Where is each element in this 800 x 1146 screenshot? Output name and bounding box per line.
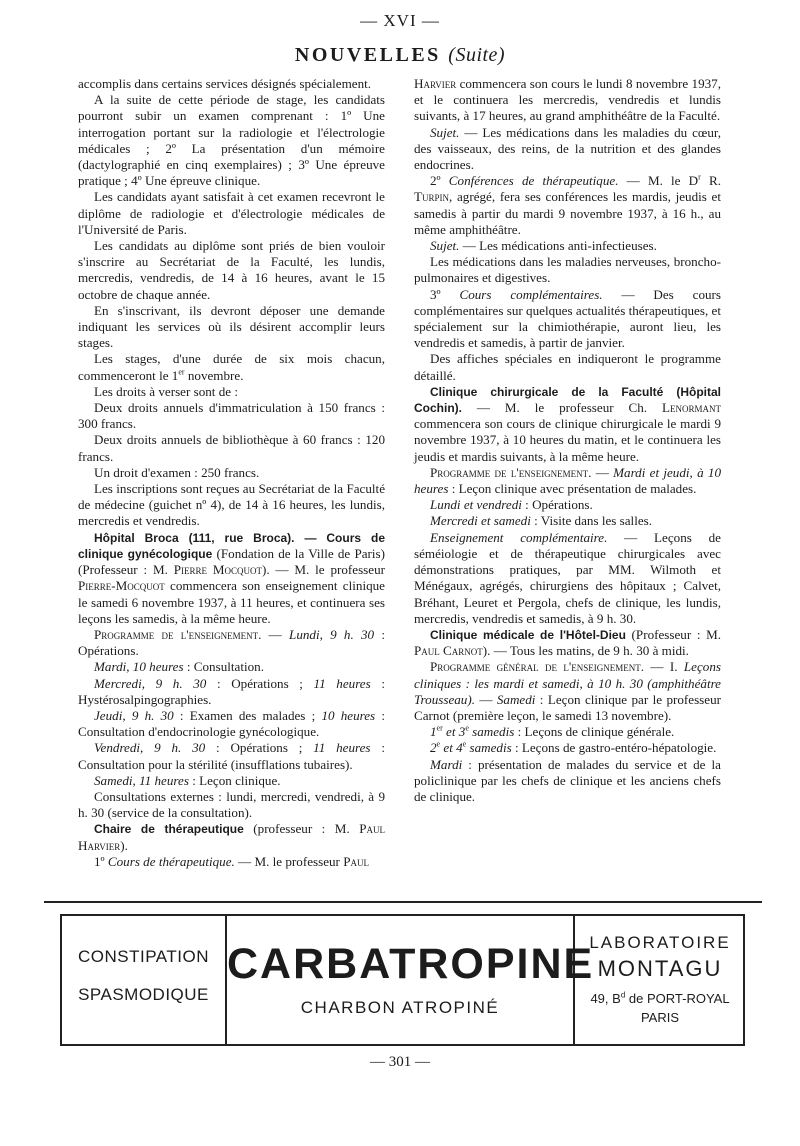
person-name: Pierre Mocquot — [173, 562, 262, 578]
paragraph — [78, 659, 385, 675]
time-label: 11 heures — [313, 675, 371, 691]
person-name: Turpin — [414, 189, 450, 205]
paragraph — [414, 173, 721, 238]
paragraph: Les médications dans les maladies nerveuses, broncho-pulmonaires et digestives. — [414, 254, 721, 286]
day-label: Jeudi, 9 h. 30 — [94, 707, 174, 723]
sujet-label: Sujet. — [430, 238, 460, 254]
right-column — [414, 76, 721, 805]
section-title-text: NOUVELLES — [294, 44, 441, 66]
text-run: : Opérations ; — [206, 675, 314, 691]
time-label: 10 heures — [321, 707, 376, 723]
text-run: 2º — [430, 173, 449, 189]
paragraph — [414, 287, 721, 352]
paragraph — [414, 497, 721, 513]
sujet-label: Sujet. — [430, 124, 460, 140]
text-run: : Consultation. — [183, 659, 264, 675]
day-label: Lundi, 9 h. 30 — [289, 626, 375, 642]
section-title-suite: (Suite) — [448, 44, 506, 66]
text-run: 3º — [430, 286, 460, 302]
section-title — [0, 44, 800, 67]
day-label: Lundi et vendredi — [430, 497, 522, 513]
text-run: — I. — [644, 659, 684, 675]
page-roman-numeral: — XVI — — [360, 11, 440, 30]
ad-indication — [62, 938, 225, 1014]
paragraph — [414, 238, 721, 254]
person-name: Paul — [343, 853, 369, 869]
paragraph: Deux droits annuels de bibliothèque à 60 francs : 120 francs. — [78, 432, 385, 464]
day-label: Vendredi, 9 h. 30 — [94, 740, 206, 756]
day-label: Mercredi et samedi — [430, 513, 531, 529]
paragraph-chaire — [78, 821, 385, 853]
advertisement-box — [60, 914, 745, 1046]
paragraph: Consultations externes : lundi, mercredi, vendredi, à 9 h. 30 (service de la consultation). — [78, 788, 385, 821]
paragraph: Un droit d'examen : 250 francs. — [94, 464, 260, 480]
text-run: 2 — [430, 740, 437, 756]
time-label: 11 heures — [313, 740, 371, 756]
ad-lab-city: PARIS — [640, 1010, 680, 1025]
text-run: — Les médications anti-infectieuses. — [459, 238, 657, 254]
paragraph: Deux droits annuels d'immatriculation à 150 francs : 300 francs. — [78, 400, 385, 432]
paragraph-programme — [78, 627, 385, 659]
paragraph: Les candidats ayant satisfait à cet examen recevront le diplôme de radiologie et d'électrologie médicales de l'Université de Paris. — [78, 189, 385, 237]
paragraph — [414, 76, 721, 125]
text-run: samedis — [468, 724, 515, 740]
person-name: Paul Carnot — [414, 643, 483, 659]
person-name: Paul Harvier — [78, 821, 385, 853]
course-label: Cours complémentaires. — [459, 286, 603, 302]
text-run: ). — [120, 837, 128, 853]
text-run: samedis — [466, 740, 512, 756]
text-run: — M. le professeur Ch. — [462, 400, 662, 416]
ad-lab-address — [575, 988, 745, 1010]
day-label: Mardi, 10 heures — [94, 659, 184, 675]
text-run: commencera son cours le lundi 8 novembre 1937, et le continuera les mercredis, vendredis et lundis suivants, à 17 heures, au grand amphithéâtre de la Faculté. — [414, 76, 721, 124]
text-run: R. — [700, 173, 722, 189]
course-label: Leçons cliniques : les mardi et samedi, à 10 h. 30 (amphithéâtre Trousseau). — [414, 659, 721, 707]
programme-label: Programme de l'enseignement. — [430, 464, 592, 480]
text-run: 49, B — [590, 991, 621, 1006]
text-run: novembre. — [184, 367, 244, 383]
superscript: d — [620, 990, 626, 1000]
paragraph — [414, 724, 721, 740]
ad-indication-line: SPASMODIQUE — [78, 985, 209, 1004]
paragraph-programme — [414, 465, 721, 497]
text-run: : présentation de malades du service et de la policlinique par les chefs de clinique et les anciens chefs de clinique. — [414, 756, 721, 804]
text-run: : Examen des malades ; — [173, 707, 322, 723]
paragraph: Les candidats au diplôme sont priés de bien vouloir s'inscrire au Secrétariat de la Faculté, les lundis, mercredis, vendredis, de 14 à 16 heures, avant le 15 octobre de chaque année. — [78, 238, 385, 302]
text-run: : Leçons de clinique générale. — [514, 724, 675, 740]
paragraph — [78, 740, 385, 772]
person-name: Pierre-Mocquot — [78, 578, 165, 594]
paragraph-broca — [78, 530, 385, 627]
paragraph — [414, 530, 721, 627]
paragraph — [78, 773, 385, 789]
paragraph — [414, 125, 721, 174]
ad-brand-block — [227, 936, 595, 1018]
text-run: 1 — [430, 724, 437, 740]
person-name: Harvier — [414, 76, 457, 91]
text-run: — M. le D — [618, 173, 699, 189]
superscript: e — [462, 739, 467, 749]
ad-top-rule — [44, 901, 762, 903]
text-run: de PORT-ROYAL — [625, 991, 730, 1006]
paragraph-cochin — [414, 384, 721, 465]
text-run: ). — M. le professeur — [261, 562, 385, 578]
text-run: 1º — [94, 853, 108, 869]
day-label: Mardi — [430, 756, 463, 772]
left-column — [78, 76, 385, 870]
day-label: Samedi, 11 heures — [94, 772, 189, 788]
broca-heading: Hôpital Broca (111, rue Broca). — Cours de clinique gynécologique — [78, 530, 385, 561]
cochin-heading: Clinique chirurgicale de la Faculté (Hôpital Cochin). — [414, 384, 721, 416]
paragraph — [78, 676, 385, 708]
superscript: er — [436, 723, 443, 733]
text-run: : Leçon clinique. — [188, 772, 281, 788]
ad-brand-subtitle: CHARBON ATROPINÉ — [300, 998, 500, 1017]
paragraph — [414, 740, 721, 756]
text-run: (Professeur : M. — [625, 626, 721, 642]
text-run: : Consultation pour la stérilité (insufflations tubaires). — [78, 740, 385, 772]
text-run: — Les médications dans les maladies du cœur, des vaisseaux, des reins, de la nutrition et des glandes endocrines. — [414, 124, 721, 173]
text-run: : Consultation d'endocrinologie gynécologique. — [78, 707, 385, 740]
programme-label: Programme de l'enseignement. — [94, 626, 262, 642]
text-run: — — [591, 464, 614, 480]
paragraph: Des affiches spéciales en indiqueront le programme détaillé. — [414, 351, 721, 383]
text-run: , agrégé, fera ses conférences les mardis, jeudis et samedis à partir du mardi 9 novembre 1937, à 16 h., au même amphithéâtre. — [414, 189, 721, 237]
text-run: (professeur : M. — [243, 821, 360, 837]
text-run: ). — Tous les matins, de 9 h. 30 à midi. — [482, 643, 689, 659]
ad-lab-line: LABORATOIRE — [589, 933, 731, 952]
superscript: r — [698, 172, 701, 182]
course-label: Cours de thérapeutique. — [107, 853, 235, 869]
person-name: Lenormant — [662, 400, 721, 416]
day-label: Samedi — [496, 691, 536, 707]
course-label: Enseignement complémentaire. — [430, 529, 608, 545]
text-run: : Leçon clinique avec présentation de malades. — [448, 481, 697, 497]
ad-indication-line: CONSTIPATION — [78, 947, 209, 966]
text-run: — — [475, 691, 497, 707]
paragraph: En s'inscrivant, ils devront déposer une demande indiquant les services où ils désirent accomplir leurs stages. — [78, 302, 385, 351]
text-run: — M. le professeur — [234, 853, 344, 869]
text-run: : Opérations ; — [205, 740, 314, 756]
hotel-dieu-heading: Clinique médicale de l'Hôtel-Dieu — [430, 627, 626, 642]
text-run: (Fondation de la Ville de Paris) (Professeur : M. — [78, 545, 385, 578]
chaire-heading: Chaire de thérapeutique — [94, 822, 244, 837]
text-run: et 4 — [440, 740, 463, 756]
text-run: : Leçon clinique par le professeur Carnot (première leçon, le samedi 13 novembre). — [414, 691, 721, 723]
day-label: Mercredi, 9 h. 30 — [94, 675, 207, 691]
text-run: — — [261, 626, 290, 642]
paragraph — [78, 854, 385, 870]
text-run: commencera son cours de clinique chirurgicale le mardi 9 novembre 1937, à 10 heures du matin, et le continuera les jeudis et mardis suivants, à la même heure. — [414, 416, 721, 464]
text-run: : Opérations. — [78, 626, 385, 659]
day-label: Mardi et jeudi, à 10 heures — [414, 464, 721, 497]
text-run: Les stages, d'une durée de six mois chacun, commenceront le 1 — [78, 351, 385, 383]
text-run: : Leçons de gastro-entéro-hépatologie. — [511, 740, 717, 756]
text-run: commencera son enseignement clinique le samedi 6 novembre 1937, à 11 heures, et continuera ses leçons les samedis, à la même heure. — [78, 578, 385, 626]
paragraph-hotel-dieu — [414, 627, 721, 659]
paragraph: Les droits à verser sont de : — [94, 383, 238, 399]
text-run: et 3 — [442, 724, 466, 740]
paragraph: accomplis dans certains services désignés spécialement. — [78, 76, 372, 91]
paragraph-programme — [414, 659, 721, 724]
paragraph — [414, 757, 721, 806]
superscript: e — [465, 723, 469, 733]
ad-laboratory — [575, 932, 745, 1026]
text-run: — Leçons de séméiologie et de thérapeutique chirurgicales avec démonstrations pratiques, par MM. Wilmoth et Ménégaux, agrégés, chirurgiens des hôpitaux ; Calvet, Bréhant, Leuret et Pergola, chefs de clinique, les lundis, mercredis, vendredis et samedis, à 9 h. 30. — [414, 529, 721, 626]
text-run: : Opérations. — [521, 497, 593, 513]
page-number: — 301 — — [370, 1054, 430, 1070]
superscript: er — [178, 367, 185, 377]
paragraph — [414, 513, 721, 529]
paragraph: A la suite de cette période de stage, les candidats pourront subir un examen comprenant : 1º Une interrogation portant sur la radiologie et l'électrologie médicales ; 2º La présentation d'un mémoire (dactylographié en cinq exemplaires) ; 3º Une épreuve pratique ; 4º Une épreuve clinique. — [78, 92, 385, 189]
text-run: : Hystérosalpingographies. — [78, 675, 385, 707]
course-label: Conférences de thérapeutique. — [448, 173, 619, 189]
superscript: e — [436, 739, 441, 749]
ad-brand-name: CARBATROPINE — [227, 940, 595, 988]
paragraph — [78, 708, 385, 740]
paragraph: Les inscriptions sont reçues au Secrétariat de la Faculté de médecine (guichet nº 4), de 14 à 16 heures, les lundis, mercredis et vendredis. — [78, 481, 385, 529]
ad-lab-name: MONTAGU — [597, 956, 723, 981]
text-run: — Des cours complémentaires sur quelques actualités thérapeutiques, et spécialement sur la chimiothérapie, auront lieu, les vendredis et samedis, à partir de janvier. — [414, 286, 721, 351]
text-run: : Visite dans les salles. — [530, 513, 653, 529]
paragraph — [78, 351, 385, 383]
programme-label: Programme général de l'enseignement. — [430, 659, 645, 675]
